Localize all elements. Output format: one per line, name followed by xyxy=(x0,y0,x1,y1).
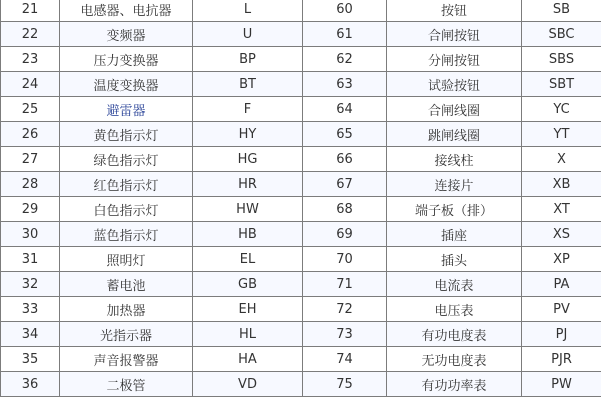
component-name-right-cell: 插头 xyxy=(387,247,522,272)
component-name-cell: 绿色指示灯 xyxy=(60,147,193,172)
component-code-right-cell: YT xyxy=(522,122,601,147)
row-number-cell: 23 xyxy=(1,47,60,72)
table-row xyxy=(1,97,601,122)
row-number-cell: 27 xyxy=(1,147,60,172)
table-body xyxy=(1,0,601,397)
component-code-right-cell: PA xyxy=(522,272,601,297)
component-code-right-cell: PJR xyxy=(522,347,601,372)
component-code-cell: GB xyxy=(193,272,303,297)
row-number-right-cell: 68 xyxy=(303,197,387,222)
component-name-right-cell: 电压表 xyxy=(387,297,522,322)
component-name-cell: 加热器 xyxy=(60,297,193,322)
table-row xyxy=(1,247,601,272)
table-row xyxy=(1,72,601,97)
table-row xyxy=(1,122,601,147)
row-number-right-cell: 72 xyxy=(303,297,387,322)
component-code-cell: F xyxy=(193,97,303,122)
row-number-right-cell: 70 xyxy=(303,247,387,272)
row-number-cell: 32 xyxy=(1,272,60,297)
row-number-right-cell: 71 xyxy=(303,272,387,297)
row-number-cell: 21 xyxy=(1,0,60,22)
row-number-cell: 25 xyxy=(1,97,60,122)
component-name-link[interactable]: 避雷器 xyxy=(60,97,193,122)
row-number-right-cell: 75 xyxy=(303,372,387,397)
component-name-cell: 压力变换器 xyxy=(60,47,193,72)
component-code-right-cell: SB xyxy=(522,0,601,22)
component-name-right-cell: 无功电度表 xyxy=(387,347,522,372)
component-code-cell: L xyxy=(193,0,303,22)
table-row xyxy=(1,47,601,72)
table-row xyxy=(1,0,601,22)
component-name-cell: 蓄电池 xyxy=(60,272,193,297)
component-name-right-cell: 插座 xyxy=(387,222,522,247)
component-code-right-cell: XP xyxy=(522,247,601,272)
component-code-right-cell: PW xyxy=(522,372,601,397)
component-name-right-cell: 按钮 xyxy=(387,0,522,22)
row-number-right-cell: 64 xyxy=(303,97,387,122)
component-name-cell: 二极管 xyxy=(60,372,193,397)
component-code-right-cell: SBT xyxy=(522,72,601,97)
component-code-right-cell: YC xyxy=(522,97,601,122)
component-code-right-cell: XT xyxy=(522,197,601,222)
component-code-cell: HG xyxy=(193,147,303,172)
component-name-right-cell: 合闸线圈 xyxy=(387,97,522,122)
component-name-cell: 红色指示灯 xyxy=(60,172,193,197)
component-code-right-cell: X xyxy=(522,147,601,172)
component-name-cell: 照明灯 xyxy=(60,247,193,272)
component-name-right-cell: 端子板（排） xyxy=(387,197,522,222)
component-code-right-cell: PJ xyxy=(522,322,601,347)
component-code-cell: BP xyxy=(193,47,303,72)
component-code-cell: HW xyxy=(193,197,303,222)
component-code-cell: HL xyxy=(193,322,303,347)
component-name-right-cell: 合闸按钮 xyxy=(387,22,522,47)
component-code-cell: U xyxy=(193,22,303,47)
row-number-cell: 29 xyxy=(1,197,60,222)
component-name-right-cell: 连接片 xyxy=(387,172,522,197)
table-row xyxy=(1,347,601,372)
component-code-cell: EH xyxy=(193,297,303,322)
component-name-cell: 温度变换器 xyxy=(60,72,193,97)
row-number-right-cell: 74 xyxy=(303,347,387,372)
component-code-cell: HA xyxy=(193,347,303,372)
component-name-right-cell: 接线柱 xyxy=(387,147,522,172)
component-code-right-cell: SBC xyxy=(522,22,601,47)
component-code-cell: EL xyxy=(193,247,303,272)
row-number-cell: 30 xyxy=(1,222,60,247)
row-number-right-cell: 61 xyxy=(303,22,387,47)
row-number-cell: 22 xyxy=(1,22,60,47)
row-number-cell: 33 xyxy=(1,297,60,322)
table-row xyxy=(1,297,601,322)
component-code-right-cell: PV xyxy=(522,297,601,322)
row-number-cell: 26 xyxy=(1,122,60,147)
row-number-cell: 28 xyxy=(1,172,60,197)
component-name-right-cell: 跳闸线圈 xyxy=(387,122,522,147)
row-number-cell: 31 xyxy=(1,247,60,272)
table-row xyxy=(1,272,601,297)
component-name-cell: 变频器 xyxy=(60,22,193,47)
row-number-cell: 24 xyxy=(1,72,60,97)
component-name-cell: 光指示器 xyxy=(60,322,193,347)
component-name-cell: 黄色指示灯 xyxy=(60,122,193,147)
component-name-cell: 电感器、电抗器 xyxy=(60,0,193,22)
row-number-right-cell: 62 xyxy=(303,47,387,72)
row-number-cell: 34 xyxy=(1,322,60,347)
row-number-right-cell: 67 xyxy=(303,172,387,197)
row-number-right-cell: 69 xyxy=(303,222,387,247)
row-number-right-cell: 73 xyxy=(303,322,387,347)
table-row xyxy=(1,147,601,172)
component-code-cell: BT xyxy=(193,72,303,97)
row-number-cell: 35 xyxy=(1,347,60,372)
component-name-right-cell: 分闸按钮 xyxy=(387,47,522,72)
component-name-right-cell: 有功电度表 xyxy=(387,322,522,347)
row-number-right-cell: 66 xyxy=(303,147,387,172)
component-code-right-cell: XB xyxy=(522,172,601,197)
component-name-cell: 白色指示灯 xyxy=(60,197,193,222)
component-name-cell: 蓝色指示灯 xyxy=(60,222,193,247)
table-row xyxy=(1,22,601,47)
component-code-right-cell: XS xyxy=(522,222,601,247)
table-row xyxy=(1,197,601,222)
component-code-cell: HB xyxy=(193,222,303,247)
table-row xyxy=(1,322,601,347)
component-code-cell: HY xyxy=(193,122,303,147)
component-name-right-cell: 试验按钮 xyxy=(387,72,522,97)
row-number-cell: 36 xyxy=(1,372,60,397)
component-name-right-cell: 电流表 xyxy=(387,272,522,297)
component-code-right-cell: SBS xyxy=(522,47,601,72)
component-name-right-cell: 有功功率表 xyxy=(387,372,522,397)
component-name-cell: 声音报警器 xyxy=(60,347,193,372)
table-row xyxy=(1,172,601,197)
row-number-right-cell: 63 xyxy=(303,72,387,97)
component-code-cell: VD xyxy=(193,372,303,397)
row-number-right-cell: 65 xyxy=(303,122,387,147)
table-row xyxy=(1,372,601,397)
component-code-cell: HR xyxy=(193,172,303,197)
table-row xyxy=(1,222,601,247)
row-number-right-cell: 60 xyxy=(303,0,387,22)
